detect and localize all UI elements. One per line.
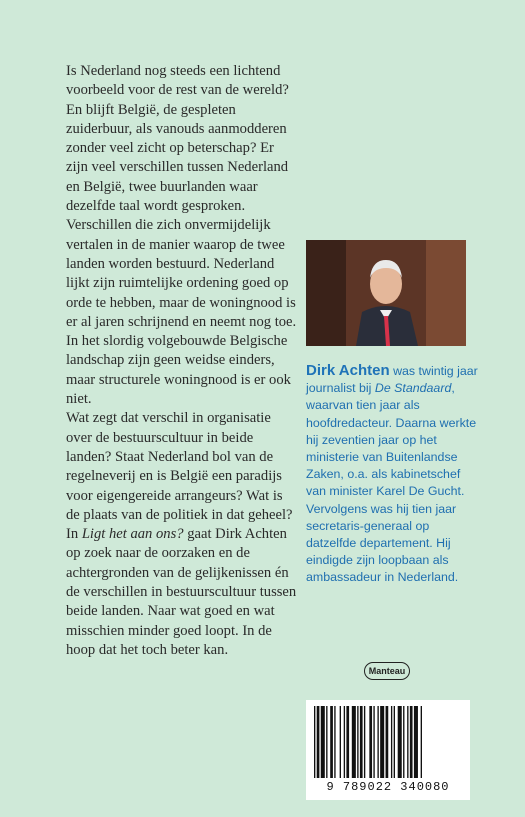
- publisher-logo: Manteau: [364, 662, 410, 680]
- author-bio: [306, 362, 481, 587]
- barcode-bars: [312, 706, 464, 778]
- author-name: Dirk Achten: [306, 362, 390, 379]
- blurb-paragraph-2: Wat zegt dat verschil in organisatie over de bestuurscultuur in beide landen? Staat Nederland bol van de regelneverij en is België een paradijs voor eigengereide arrangeurs? Wat is de plaats van de politiek in dat geheel?: [66, 410, 293, 523]
- book-title: Ligt het aan ons?: [81, 526, 184, 543]
- author-photo: [306, 240, 466, 346]
- blurb-paragraph-3: [66, 525, 298, 660]
- bio-text: was twintig jaar journalist bij: [306, 364, 478, 396]
- isbn-number: 9 789022 340080: [326, 780, 450, 794]
- back-cover-blurb: [66, 62, 298, 660]
- newspaper-name: De Standaard: [374, 381, 452, 396]
- blurb-paragraph-1: Is Nederland nog steeds een lichtend voorbeeld voor de rest van de wereld? En blijft België, de gespleten zuiderbuur, als vanouds aanmodderen zonder veel zicht op beterschap? Er zijn veel verschillen tussen Nederland en België, twee buurlanden waar dezelfde taal wordt gesproken. Verschillen die zich onvermijdelijk vertalen in de manier waarop de twee landen worden bestuurd. Nederland lijkt zijn ruimtelijke ordening goed op orde te hebben, maar de woningnood is er al jaren schrijnend en neemt nog toe. In het slordig volgebouwde Belgische landschap zijn geen weidse einders, maar structurele woningnood is er ook niet.: [66, 63, 297, 408]
- blurb-text: gaat Dirk Achten op zoek naar de oorzaken en de achtergronden van de gelijkenissen én de verschillen in bestuurscultuur tussen beide landen. Naar wat goed en wat misschien minder goed loopt. In de hoop dat het toch beter kan.: [66, 526, 297, 658]
- bio-text: , waarvan tien jaar als hoofdredacteur. Daarna werkte hij zeventien jaar op het ministerie van Buitenlandse Zaken, o.a. als kabinetschef van minister Karel De Gucht. Vervolgens was hij tien jaar secretaris-generaal op datzelfde departement. Hij eindigde zijn loopbaan als ambassadeur in Nederland.: [306, 381, 477, 585]
- blurb-text: In: [66, 526, 82, 543]
- barcode: [306, 700, 470, 800]
